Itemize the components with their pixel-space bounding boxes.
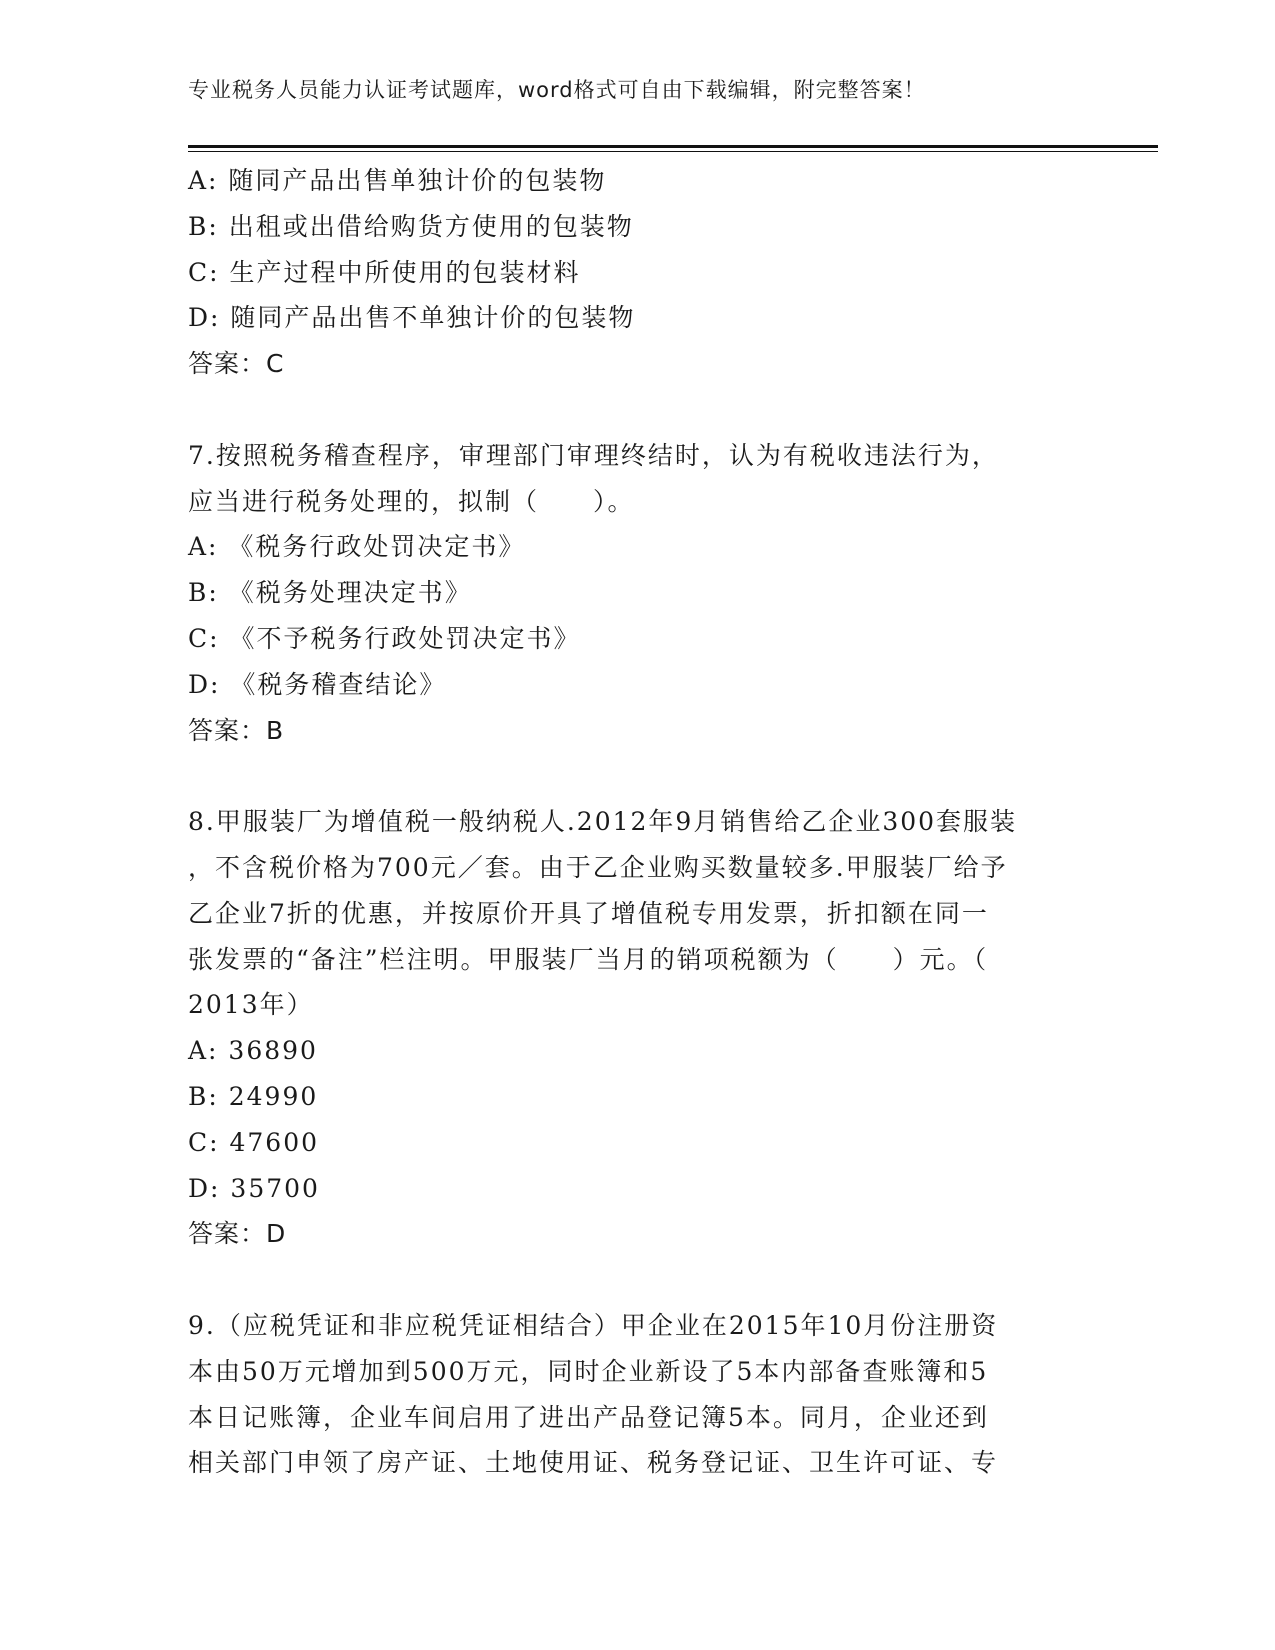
question-stem-line: 9.（应税凭证和非应税凭证相结合）甲企业在2015年10月份注册资 xyxy=(188,1310,999,1340)
question-7-stem xyxy=(188,433,1088,525)
option-c: C: 47600 xyxy=(188,1127,320,1157)
option-d: D: 35700 xyxy=(188,1173,320,1203)
option-d: D: 《税务稽查结论》 xyxy=(188,669,447,699)
header-rule-thin xyxy=(188,151,1158,152)
option-a: A: 随同产品出售单独计价的包装物 xyxy=(188,166,607,195)
option-a: A: 36890 xyxy=(188,1036,318,1066)
question-stem-line: ，不含税价格为700元／套。由于乙企业购买数量较多.甲服装厂给予 xyxy=(188,852,1008,882)
spacer xyxy=(188,1257,1088,1303)
option-c: C: 生产过程中所使用的包装材料 xyxy=(188,257,581,287)
spacer xyxy=(188,387,1088,433)
option-b: B: 24990 xyxy=(188,1081,319,1111)
option-d: D: 随同产品出售不单独计价的包装物 xyxy=(188,303,636,333)
option-b: B: 《税务处理决定书》 xyxy=(188,578,472,608)
question-stem-line: 相关部门申领了房产证、土地使用证、税务登记证、卫生许可证、专 xyxy=(188,1448,999,1478)
question-stem-line: 应当进行税务处理的，拟制（ ）。 xyxy=(188,486,635,516)
question-6-options xyxy=(188,158,1088,341)
question-stem-line: 张发票的“备注”栏注明。甲服装厂当月的销项税额为（ ）元。（ xyxy=(188,944,989,974)
header-rule-thick xyxy=(188,145,1158,148)
question-stem-line: 本日记账簿，企业车间启用了进出产品登记簿5本。同月，企业还到 xyxy=(188,1402,989,1432)
question-7-answer: 答案：B xyxy=(188,715,285,745)
page-header: 专业税务人员能力认证考试题库，word格式可自由下载编辑，附完整答案！ xyxy=(188,78,926,102)
question-stem-line: 8.甲服装厂为增值税一般纳税人.2012年9月销售给乙企业300套服装 xyxy=(188,807,1018,837)
question-stem-line: 乙企业7折的优惠，并按原价开具了增值税专用发票，折扣额在同一 xyxy=(188,898,989,928)
question-7-options xyxy=(188,524,1088,707)
question-9-stem xyxy=(188,1303,1088,1486)
question-stem-line: 7.按照税务稽查程序，审理部门审理终结时，认为有税收违法行为， xyxy=(188,440,999,470)
option-c: C: 《不予税务行政处罚决定书》 xyxy=(188,623,581,653)
question-stem-line: 本由50万元增加到500万元，同时企业新设了5本内部备查账簿和5 xyxy=(188,1356,989,1386)
document-body xyxy=(188,158,1088,1486)
question-stem-line: 2013年） xyxy=(188,990,314,1020)
question-6-answer: 答案：C xyxy=(188,349,285,379)
question-8-answer: 答案：D xyxy=(188,1219,287,1249)
option-b: B: 出租或出借给购货方使用的包装物 xyxy=(188,211,634,241)
option-a: A: 《税务行政处罚决定书》 xyxy=(188,532,526,562)
question-8-options xyxy=(188,1028,1088,1211)
question-8-stem xyxy=(188,799,1088,1028)
spacer xyxy=(188,753,1088,799)
